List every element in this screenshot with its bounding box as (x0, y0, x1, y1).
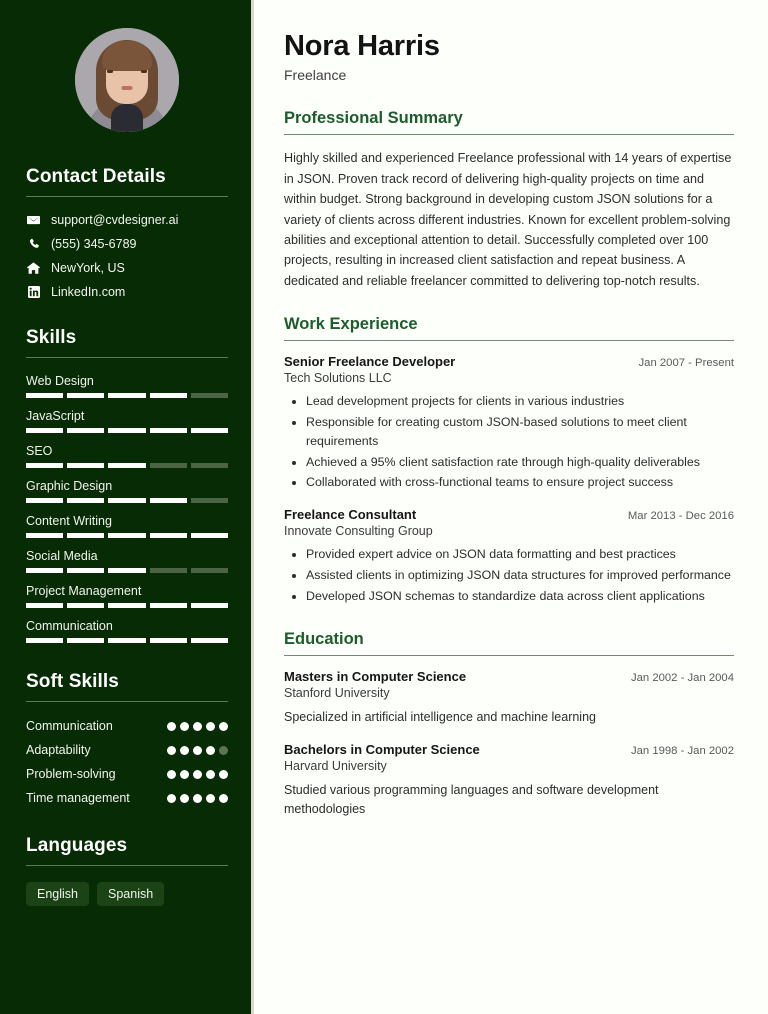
soft-skill-dot (167, 794, 176, 803)
experience-entry-header (284, 507, 734, 522)
skill-segment (150, 603, 187, 608)
education-description: Studied various programming languages and software development methodologies (284, 782, 659, 816)
skill-item (26, 584, 228, 608)
skill-item (26, 514, 228, 538)
experience-bullet-list (284, 392, 734, 492)
skill-label: Social Media (26, 549, 98, 563)
experience-date-range: Jan 2007 - Present (638, 357, 734, 370)
soft-skill-label: Time management (26, 790, 130, 805)
photo-eye-right (141, 70, 147, 73)
experience-entry (284, 507, 734, 606)
skill-segment (67, 568, 104, 573)
skill-segment (108, 428, 145, 433)
soft-skill-dot (180, 770, 189, 779)
soft-skill-rating (167, 742, 228, 755)
avatar (26, 28, 228, 132)
soft-skills-heading: Soft Skills (26, 671, 119, 692)
soft-skill-dot (167, 722, 176, 731)
education-institution: Stanford University (284, 685, 390, 700)
education-institution: Harvard University (284, 758, 387, 773)
education-date-range: Jan 2002 - Jan 2004 (630, 671, 734, 684)
experience-job-title: Senior Freelance Developer (284, 354, 456, 370)
skill-label: JavaScript (26, 409, 85, 423)
skill-segment (67, 463, 104, 468)
education-entry-header (284, 669, 734, 684)
soft-skill-dot (219, 770, 228, 779)
skill-segment (150, 533, 187, 538)
contact-phone-text: (555) 345-6789 (51, 237, 137, 251)
experience-job-title: Freelance Consultant (284, 507, 417, 523)
skill-level-bar (26, 498, 228, 503)
contact-item-linkedin[interactable] (26, 285, 228, 299)
skill-item (26, 479, 228, 503)
contact-linkedin-text: LinkedIn.com (51, 285, 126, 299)
soft-skill-label: Communication (26, 719, 113, 733)
experience-company: Innovate Consulting Group (284, 524, 433, 539)
contact-divider (26, 196, 228, 197)
skill-segment (150, 568, 187, 573)
work-experience-section (284, 315, 734, 606)
skill-segment (150, 498, 187, 503)
skill-segment (191, 638, 228, 643)
linkedin-icon (26, 286, 41, 298)
experience-bullet: • Assisted clients in optimizing JSON data structures for improved performance (306, 566, 734, 585)
skill-segment (108, 463, 145, 468)
skill-segment (26, 428, 63, 433)
photo-hair-top (102, 41, 152, 71)
professional-summary-text: Highly skilled and experienced Freelance professional with 14 years of expertise in JSON. Proven track record of delivering high-quality projects on time and within budget. Strong background in developing custom JSON solutions for a variety of clients across different industries. Known for excellent problem-solving abilities and exceptional attention to detail. Successfully completed over 100 projects, resulting in increased client satisfaction and repeat business. A dedicated and reliable freelancer committed to delivering top-notch results. (284, 151, 732, 288)
skill-segment (26, 463, 63, 468)
skill-label: Graphic Design (26, 479, 113, 493)
soft-skill-dot (219, 794, 228, 803)
experience-bullet-list (284, 545, 734, 606)
languages-section (26, 835, 228, 906)
experience-bullet: • Responsible for creating custom JSON-based solutions to meet client requirements (306, 413, 734, 451)
experience-list (284, 354, 734, 606)
skill-segment (26, 568, 63, 573)
soft-skill-dot (206, 794, 215, 803)
soft-skill-dot (193, 746, 202, 755)
work-experience-heading: Work Experience (284, 315, 418, 334)
skill-segment (191, 463, 228, 468)
contact-email-text: support@cvdesigner.ai (51, 213, 179, 227)
education-degree: Masters in Computer Science (284, 668, 467, 684)
education-list (284, 669, 734, 819)
education-section (284, 630, 734, 819)
experience-date-range: Mar 2013 - Dec 2016 (627, 510, 734, 523)
skill-segment (67, 428, 104, 433)
languages-heading: Languages (26, 834, 128, 856)
photo-shirt (111, 104, 143, 132)
soft-skill-rating (167, 790, 228, 803)
skills-divider (26, 357, 228, 358)
soft-skill-item (26, 766, 228, 783)
soft-skill-dot (219, 722, 228, 731)
education-date-range: Jan 1998 - Jan 2002 (630, 744, 734, 757)
education-entry (284, 669, 734, 727)
language-tag[interactable]: English (26, 882, 89, 906)
skill-label: Project Management (26, 584, 142, 598)
skill-label: Web Design (26, 374, 94, 388)
skill-segment (108, 533, 145, 538)
soft-skill-item (26, 742, 228, 759)
skill-segment (108, 638, 145, 643)
contact-list (26, 213, 228, 299)
skill-label: Communication (26, 619, 113, 633)
experience-bullet: • Provided expert advice on JSON data formatting and best practices (306, 545, 734, 564)
language-tag[interactable]: Spanish (97, 882, 164, 906)
education-degree: Bachelors in Computer Science (284, 741, 480, 757)
education-heading: Education (284, 629, 364, 648)
skills-heading: Skills (26, 327, 77, 348)
summary-divider (284, 134, 734, 135)
skill-item (26, 549, 228, 573)
skill-label: Content Writing (26, 514, 112, 528)
soft-skill-dot (219, 746, 228, 755)
home-icon (26, 262, 41, 274)
experience-bullet: • Lead development projects for clients in various industries (306, 392, 734, 411)
skill-segment (191, 428, 228, 433)
skill-level-bar (26, 568, 228, 573)
skill-segment (108, 603, 145, 608)
skill-segment (150, 638, 187, 643)
soft-skill-dot (206, 770, 215, 779)
skill-segment (191, 533, 228, 538)
soft-skill-label: Adaptability (26, 742, 91, 757)
skill-level-bar (26, 428, 228, 433)
contact-details-heading: Contact Details (26, 166, 166, 187)
skill-segment (191, 498, 228, 503)
skill-segment (150, 393, 187, 398)
skills-list (26, 374, 228, 643)
skill-item (26, 409, 228, 433)
skill-segment (26, 393, 63, 398)
soft-skill-item (26, 718, 228, 735)
skill-segment (67, 638, 104, 643)
skill-segment (108, 393, 145, 398)
soft-skill-dot (167, 770, 176, 779)
experience-bullet: • Developed JSON schemas to standardize data across client applications (306, 587, 734, 606)
experience-entry-header (284, 354, 734, 369)
soft-skill-rating (167, 718, 228, 731)
education-divider (284, 655, 734, 656)
skill-segment (108, 568, 145, 573)
soft-skill-dot (193, 770, 202, 779)
skill-segment (67, 498, 104, 503)
soft-skill-item (26, 790, 228, 807)
experience-company: Tech Solutions LLC (284, 371, 392, 386)
soft-skill-dot (193, 794, 202, 803)
soft-skill-dot (180, 794, 189, 803)
languages-divider (26, 865, 228, 866)
skill-item (26, 444, 228, 468)
contact-details-section (26, 166, 228, 299)
skill-level-bar (26, 603, 228, 608)
professional-summary-heading: Professional Summary (284, 109, 463, 128)
skill-segment (150, 428, 187, 433)
phone-icon (26, 238, 41, 250)
soft-skills-list (26, 718, 228, 807)
soft-skill-dot (193, 722, 202, 731)
soft-skill-dot (206, 722, 215, 731)
skill-level-bar (26, 533, 228, 538)
profile-photo (75, 28, 179, 132)
experience-divider (284, 340, 734, 341)
soft-skill-rating (167, 766, 228, 779)
sidebar (0, 0, 254, 1014)
skill-segment (67, 393, 104, 398)
skill-segment (191, 603, 228, 608)
page-title: Nora Harris (284, 30, 440, 62)
soft-skills-section (26, 671, 228, 807)
contact-item-email[interactable] (26, 213, 228, 227)
skill-segment (26, 533, 63, 538)
envelope-icon (26, 215, 41, 225)
skill-segment (26, 498, 63, 503)
skill-segment (26, 638, 63, 643)
skill-segment (150, 463, 187, 468)
photo-lips (122, 86, 133, 90)
skill-item (26, 374, 228, 398)
contact-item-phone[interactable] (26, 237, 228, 251)
soft-skill-dot (206, 746, 215, 755)
skill-label: SEO (26, 444, 53, 458)
education-entry-header (284, 742, 734, 757)
experience-bullet: • Achieved a 95% client satisfaction rate through high-quality deliverables (306, 453, 734, 472)
skill-segment (67, 603, 104, 608)
soft-skill-dot (180, 746, 189, 755)
main-content (254, 0, 768, 1014)
skill-level-bar (26, 638, 228, 643)
soft-skill-dot (167, 746, 176, 755)
contact-item-location[interactable] (26, 261, 228, 275)
skill-item (26, 619, 228, 643)
skill-level-bar (26, 463, 228, 468)
professional-summary-section (284, 109, 734, 291)
photo-eye-left (107, 70, 113, 73)
skill-segment (26, 603, 63, 608)
experience-bullet: • Collaborated with cross-functional teams to ensure project success (306, 473, 734, 492)
profile-role: Freelance (284, 67, 347, 84)
skills-section (26, 327, 228, 643)
skill-segment (108, 498, 145, 503)
contact-location-text: NewYork, US (51, 261, 125, 275)
skill-segment (191, 393, 228, 398)
skill-segment (67, 533, 104, 538)
experience-entry (284, 354, 734, 492)
education-entry (284, 742, 734, 819)
soft-skill-label: Problem-solving (26, 766, 116, 781)
skill-segment (191, 568, 228, 573)
education-description: Specialized in artificial intelligence and machine learning (284, 709, 596, 724)
soft-skill-dot (180, 722, 189, 731)
languages-list (26, 882, 228, 906)
skill-level-bar (26, 393, 228, 398)
soft-skills-divider (26, 701, 228, 702)
